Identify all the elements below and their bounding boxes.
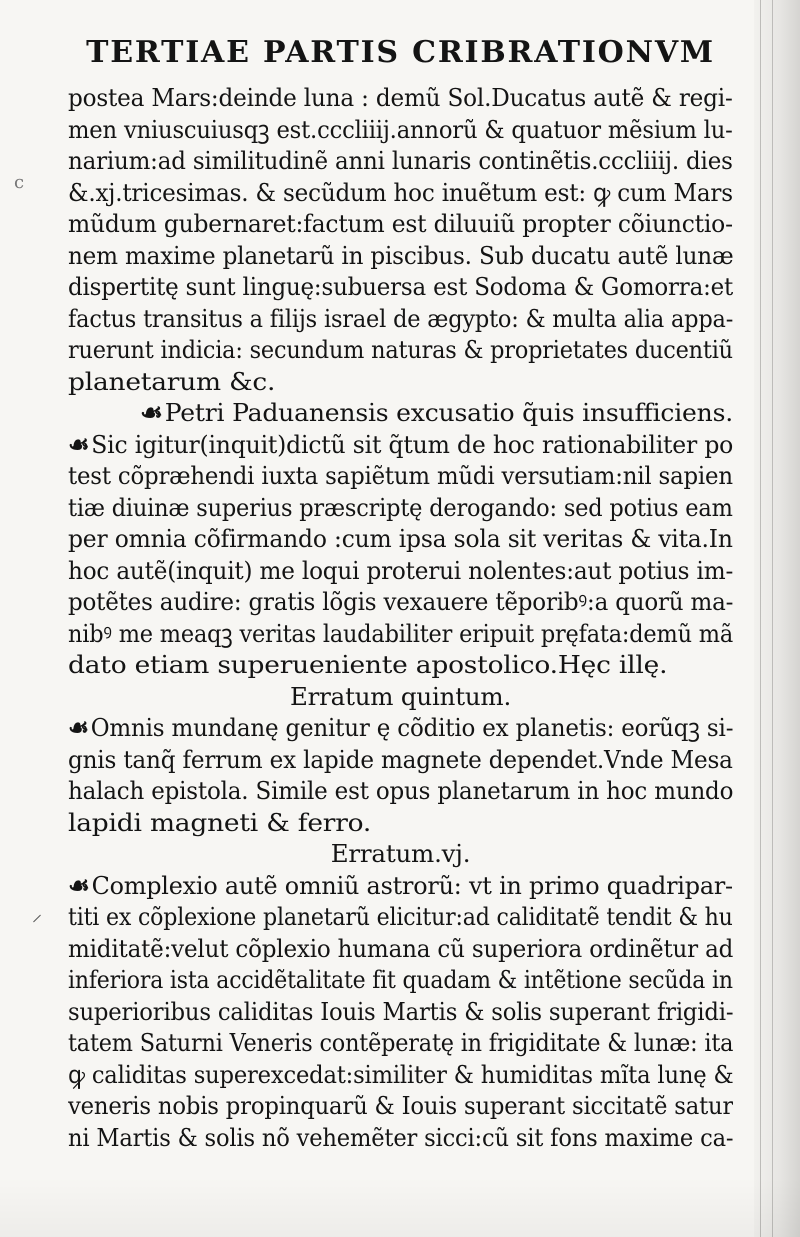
- line-text: dato etiam superueniente apostolico.Hęc illę.: [68, 650, 668, 679]
- text-line: [68, 82, 733, 114]
- text-line: [68, 240, 733, 272]
- line-text: hoc autẽ(inquit) me loqui proterui nolentes:aut potius im-: [68, 555, 733, 585]
- text-line: [68, 523, 733, 555]
- line-text: mũdum gubernaret:factum est diluuiũ propter cõiunctio-: [68, 209, 733, 238]
- text-line: [68, 366, 733, 398]
- line-text: inferiora ista accidẽtalitate fit quadam & intẽtione secũda in: [68, 965, 733, 994]
- text-line: [68, 492, 733, 524]
- text-line: [68, 744, 733, 776]
- line-text: dispertitę sunt linguę:subuersa est Sodoma & Gomorra:et: [68, 272, 733, 301]
- line-text: halach epistola. Simile est opus planetarum in hoc mundo: [68, 776, 733, 805]
- edge-rule: [760, 0, 761, 1237]
- line-text: titi ex cõplexione planetarũ elicitur:ad caliditatẽ tendit & hu: [68, 902, 733, 931]
- paragraph: [68, 82, 733, 397]
- text-line: [68, 334, 733, 366]
- line-text: nibꝰ me meaqꝫ veritas laudabiliter eripuit pręfata:demũ mã: [68, 618, 733, 648]
- line-text: ruerunt indicia: secundum naturas & proprietates ducentiũ: [68, 335, 733, 364]
- line-text: Complexio autẽ omniũ astrorũ: vt in primo quadripar-: [91, 870, 733, 900]
- text-line: [68, 649, 733, 681]
- page-right-edge: [754, 0, 800, 1237]
- line-text: test cõpræhendi iuxta sapiẽtum mũdi versutiam:nil sapien: [68, 461, 733, 490]
- text-line: [68, 397, 733, 429]
- running-head-text: TERTIAE PARTIS CRIBRATIONVM: [86, 35, 715, 70]
- line-text: ni Martis & solis nõ vehemẽter sicci:cũ sit fons maxime ca-: [68, 1122, 733, 1152]
- body-text: [68, 82, 733, 1153]
- text-line: [68, 586, 733, 618]
- text-line: [68, 933, 733, 965]
- paragraph: [68, 681, 733, 713]
- text-line: [68, 1027, 733, 1059]
- text-line: [68, 807, 733, 839]
- line-text: veneris nobis propinquarũ & Iouis superant siccitatẽ satur: [68, 1091, 733, 1120]
- text-line: [68, 114, 733, 146]
- edge-rule: [772, 0, 773, 1237]
- text-line: [68, 555, 733, 587]
- text-block: [68, 32, 733, 1153]
- line-text: miditatẽ:velut cõplexio humana cũ superiora ordinẽtur ad: [68, 933, 733, 963]
- paragraph-mark-icon: ☙: [68, 713, 89, 742]
- paragraph: [68, 870, 733, 1154]
- text-line: [68, 460, 733, 492]
- text-line: [68, 964, 733, 996]
- text-line: [68, 901, 733, 933]
- line-text: men vniuscuiusqꝫ est.cccliiij.annorũ & quatuor mẽsium lu-: [68, 114, 733, 144]
- text-line: [68, 271, 733, 303]
- line-text: factus transitus a filijs israel de ægypto: & multa alia appa-: [68, 303, 733, 333]
- section-heading: [68, 838, 733, 870]
- paragraph-mark-icon: ☙: [140, 398, 163, 427]
- line-text: gnis tanq̃ ferrum ex lapide magnete dependet.Vnde Mesa: [68, 744, 733, 774]
- running-head: [68, 32, 733, 82]
- text-line: [68, 1059, 733, 1091]
- paragraph-mark-icon: ☙: [68, 870, 90, 900]
- line-text: narium:ad similitudinẽ anni lunaris continẽtis.cccliiij. dies: [68, 146, 733, 175]
- paragraph: [68, 838, 733, 870]
- line-text: tatem Saturni Veneris contẽperatę in frigiditate & lunæ: ita: [68, 1028, 733, 1057]
- paragraph-mark-icon: ☙: [68, 429, 90, 459]
- text-line: [68, 1090, 733, 1122]
- paragraph: [68, 712, 733, 838]
- line-text: lapidi magneti & ferro.: [68, 807, 372, 837]
- line-text: planetarum &c.: [68, 366, 276, 396]
- text-line: [68, 1122, 733, 1154]
- line-text: nem maxime planetarũ in piscibus. Sub ducatu autẽ lunæ: [68, 240, 733, 270]
- line-text: per omnia cõfirmando :cum ipsa sola sit veritas & vita.In: [68, 524, 733, 553]
- text-line: [68, 429, 733, 461]
- text-line: [68, 145, 733, 177]
- text-line: [68, 775, 733, 807]
- text-line: [68, 208, 733, 240]
- line-text: Erratum quintum.: [289, 681, 512, 711]
- line-text: postea Mars:deinde luna : demũ Sol.Ducatus autẽ & regi-: [68, 83, 733, 112]
- line-text: Petri Paduanensis excusatio q̃uis insufficiens.: [164, 398, 733, 427]
- margin-stroke: [33, 915, 41, 923]
- text-line: [68, 177, 733, 209]
- line-text: Erratum.vj.: [330, 839, 471, 868]
- line-text: Sic igitur(inquit)dictũ sit q̃tum de hoc rationabiliter po: [91, 429, 733, 459]
- line-text: superioribus caliditas Iouis Martis & solis superant frigidi-: [68, 996, 733, 1026]
- section-heading: [68, 681, 733, 713]
- text-line: [68, 303, 733, 335]
- line-text: tiæ diuinæ superius præscriptę derogando: sed potius eam: [68, 492, 733, 522]
- margin-mark: c: [14, 172, 25, 193]
- text-line: [68, 996, 733, 1028]
- line-text: ꝙ caliditas superexcedat:similiter & humiditas mĩta lunę &: [68, 1059, 733, 1089]
- text-line: [68, 870, 733, 902]
- text-line: [68, 712, 733, 744]
- line-text: potẽtes audire: gratis lõgis vexauere tẽporibꝰ:a quorũ ma-: [68, 587, 733, 616]
- paragraph: [68, 429, 733, 681]
- paragraph: [68, 397, 733, 429]
- line-text: &.xj.tricesimas. & secũdum hoc inuẽtum est: ꝙ cum Mars: [68, 177, 733, 207]
- text-line: [68, 618, 733, 650]
- line-text: Omnis mundanę genitur ę cõditio ex planetis: eorũqꝫ si-: [90, 713, 733, 742]
- page-bottom-shadow: [0, 1177, 800, 1237]
